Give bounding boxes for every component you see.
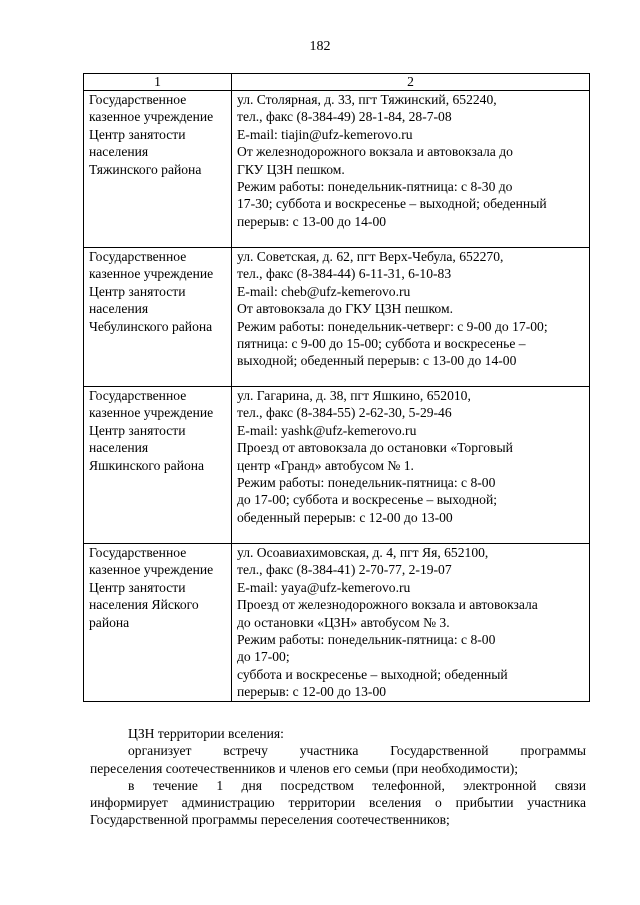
schedule-line: пятница: с 9-00 до 15-00; суббота и воскресенье – xyxy=(237,336,526,352)
table-header-row xyxy=(84,74,590,91)
directions-line: до остановки «ЦЗН» автобусом № 3. xyxy=(237,614,450,630)
phone-line: тел., факс (8-384-41) 2-70-77, 2-19-07 xyxy=(237,562,452,578)
organization-line: Государственное xyxy=(89,92,187,107)
directions-line: Проезд от автовокзала до остановки «Торговый xyxy=(237,440,513,456)
organization-line: населения xyxy=(89,440,149,456)
schedule-line: до 17-00; суббота и воскресенье – выходной; xyxy=(237,492,498,508)
schedule-line: Режим работы: понедельник-пятница: с 8-00 xyxy=(237,632,496,648)
directions-line: От автовокзала до ГКУ ЦЗН пешком. xyxy=(237,301,453,317)
organization-line: казенное учреждение xyxy=(89,109,214,125)
table-row xyxy=(84,387,590,544)
directions-line: ГКУ ЦЗН пешком. xyxy=(237,161,345,177)
paragraph-notification xyxy=(90,777,586,829)
phone-line: тел., факс (8-384-44) 6-11-31, 6-10-83 xyxy=(237,266,452,282)
organization-line: Государственное xyxy=(89,388,187,403)
paragraph-line: переселения соотечественников и членов его семьи (при необходимости); xyxy=(90,760,519,776)
organization-line: казенное учреждение xyxy=(89,405,214,421)
schedule-line: перерыв: с 12-00 до 13-00 xyxy=(237,684,387,700)
schedule-line: Режим работы: понедельник-четверг: с 9-00 до 17-00; xyxy=(237,318,548,334)
table-row xyxy=(84,248,590,387)
email-line: E-mail: yaya@ufz-kemerovo.ru xyxy=(237,579,411,595)
organization-line: казенное учреждение xyxy=(89,266,214,282)
organization-line: населения Яйского xyxy=(89,597,199,613)
organization-cell xyxy=(84,91,232,248)
paragraph-line: в течение 1 дня посредством телефонной, электронной связи xyxy=(128,777,586,793)
page-number: 182 xyxy=(309,39,331,54)
paragraph-meeting xyxy=(90,742,586,777)
organization-line: Центр занятости xyxy=(89,422,186,438)
paragraph-line: Государственной программы переселения соотечественников; xyxy=(90,812,450,828)
details-cell xyxy=(232,544,590,702)
organization-line: Центр занятости xyxy=(89,579,186,595)
organization-line: населения xyxy=(89,301,149,317)
details-cell xyxy=(232,248,590,387)
body-text xyxy=(90,725,586,829)
paragraph-line: организует встречу участника Государственной программы xyxy=(128,743,586,759)
schedule-line: перерыв: с 13-00 до 14-00 xyxy=(237,213,387,229)
organization-line: Чебулинского района xyxy=(89,318,213,334)
employment-centers-table xyxy=(83,73,590,702)
organization-line: района xyxy=(89,614,130,630)
organization-line: Тяжинского района xyxy=(89,161,202,177)
organization-cell xyxy=(84,544,232,702)
address-line: ул. Гагарина, д. 38, пгт Яшкино, 652010, xyxy=(237,388,471,403)
organization-line: Центр занятости xyxy=(89,126,186,142)
organization-line: Центр занятости xyxy=(89,283,186,299)
schedule-line: обеденный перерыв: с 12-00 до 13-00 xyxy=(237,509,453,525)
organization-line: населения xyxy=(89,144,149,160)
email-line: E-mail: yashk@ufz-kemerovo.ru xyxy=(237,422,417,438)
address-line: ул. Столярная, д. 33, пгт Тяжинский, 652240, xyxy=(237,92,497,107)
details-cell xyxy=(232,91,590,248)
details-cell xyxy=(232,387,590,544)
table-row xyxy=(84,544,590,702)
column-header-2: 2 xyxy=(232,74,590,91)
schedule-line: Режим работы: понедельник-пятница: с 8-00 xyxy=(237,475,496,491)
directions-line: От железнодорожного вокзала и автовокзала до xyxy=(237,144,513,160)
intro-paragraph: ЦЗН территории вселения: xyxy=(128,726,284,741)
organization-cell xyxy=(84,248,232,387)
directions-line: центр «Гранд» автобусом № 1. xyxy=(237,457,414,473)
organization-line: казенное учреждение xyxy=(89,562,214,578)
organization-line: Государственное xyxy=(89,545,187,560)
directions-line: Проезд от железнодорожного вокзала и автовокзала xyxy=(237,597,538,613)
phone-line: тел., факс (8-384-55) 2-62-30, 5-29-46 xyxy=(237,405,452,421)
phone-line: тел., факс (8-384-49) 28-1-84, 28-7-08 xyxy=(237,109,452,125)
table-row xyxy=(84,91,590,248)
address-line: ул. Осоавиахимовская, д. 4, пгт Яя, 652100, xyxy=(237,545,489,560)
organization-line: Яшкинского района xyxy=(89,457,205,473)
schedule-line: 17-30; суббота и воскресенье – выходной; обеденный xyxy=(237,196,547,212)
email-line: E-mail: tiajin@ufz-kemerovo.ru xyxy=(237,126,413,142)
schedule-line: суббота и воскресенье – выходной; обеденный xyxy=(237,666,508,682)
schedule-line: до 17-00; xyxy=(237,649,290,665)
column-header-1: 1 xyxy=(84,74,232,91)
address-line: ул. Советская, д. 62, пгт Верх-Чебула, 652270, xyxy=(237,249,504,264)
organization-line: Государственное xyxy=(89,249,187,264)
organization-cell xyxy=(84,387,232,544)
schedule-line: Режим работы: понедельник-пятница: с 8-30 до xyxy=(237,179,513,195)
schedule-line: выходной; обеденный перерыв: с 13-00 до 14-00 xyxy=(237,353,517,369)
email-line: E-mail: cheb@ufz-kemerovo.ru xyxy=(237,283,411,299)
paragraph-line: информирует администрацию территории вселения о прибытии участника xyxy=(90,795,586,811)
